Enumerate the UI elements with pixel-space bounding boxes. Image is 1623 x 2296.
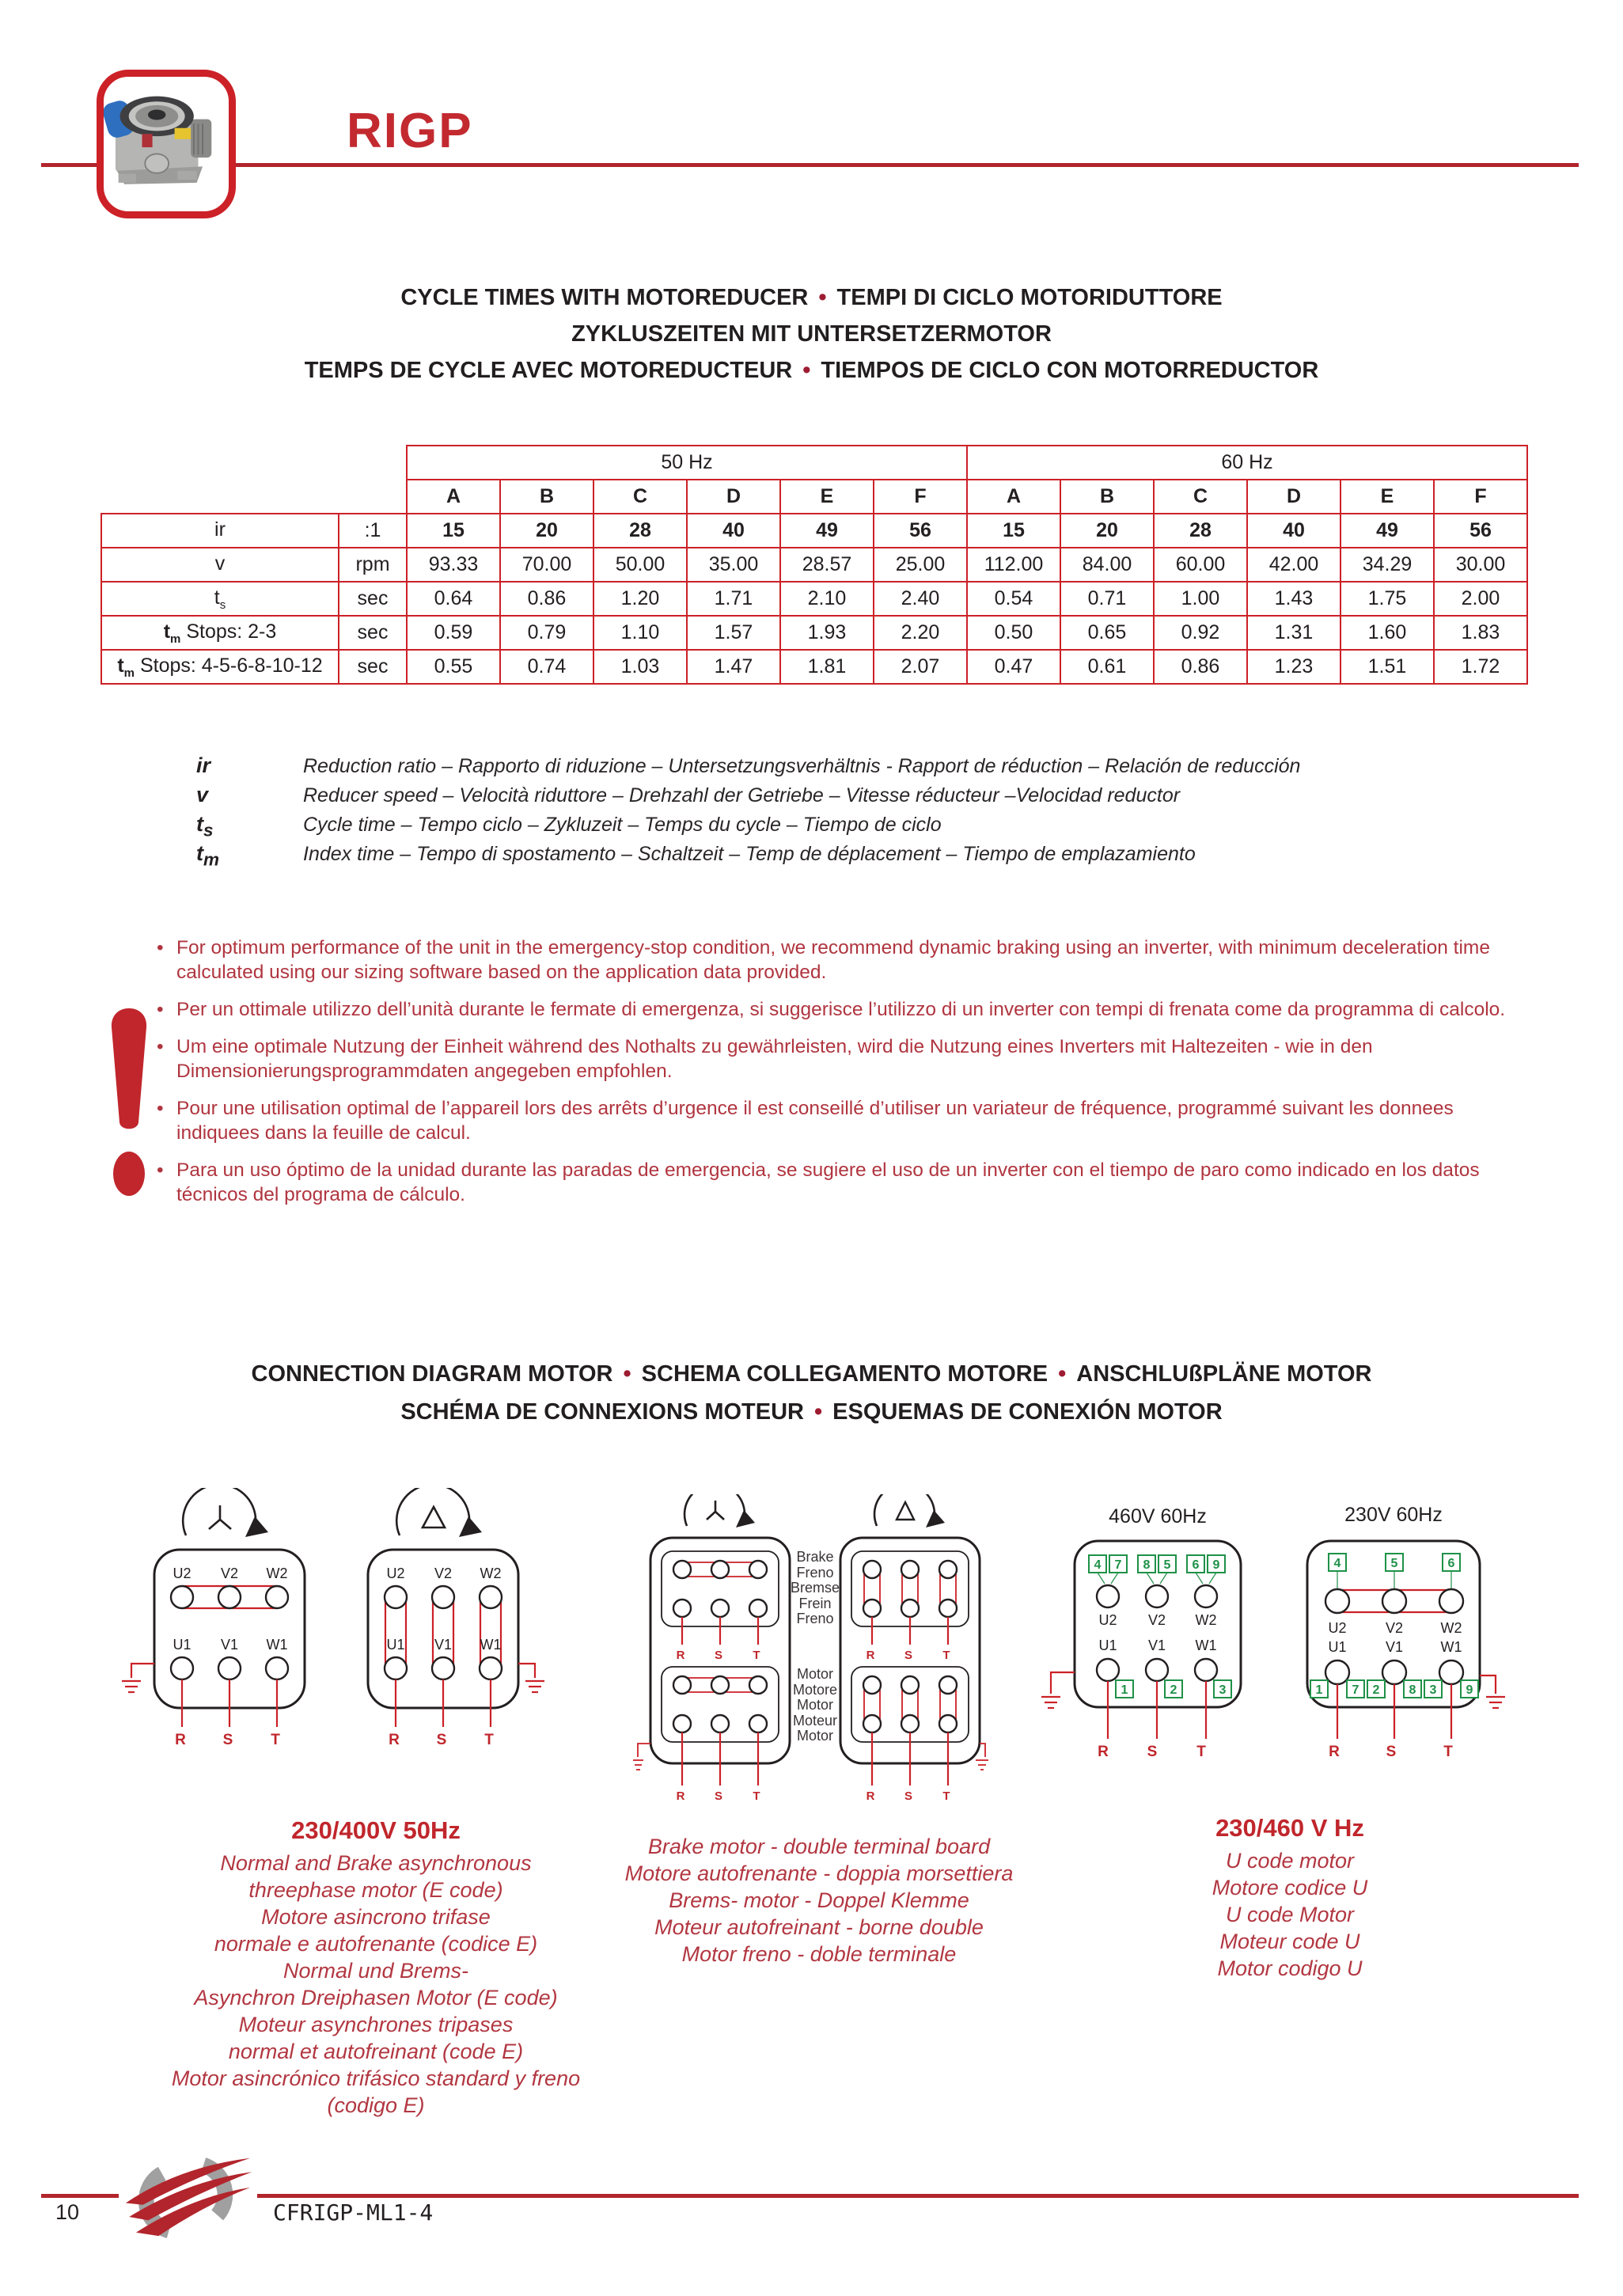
diagram-star-single-board <box>119 1488 317 1753</box>
svg-text:4: 4 <box>1094 1558 1102 1572</box>
svg-text:4: 4 <box>1333 1557 1341 1570</box>
phase-label: T <box>484 1732 494 1748</box>
terminal-label: U2 <box>1328 1620 1347 1636</box>
phase-label: T <box>753 1649 760 1662</box>
terminal <box>385 1657 407 1679</box>
terminal-numbers-bottom <box>1116 1680 1231 1698</box>
rotation-arrowhead <box>926 1510 945 1528</box>
rotation-arrowhead <box>245 1516 268 1537</box>
terminal <box>480 1657 502 1679</box>
bullet-separator: • <box>1058 1361 1067 1387</box>
ground-symbol <box>122 1664 154 1692</box>
diagram-delta-double-board <box>823 1494 989 1811</box>
table-row: ir :1 15 20 28 40 49 56 15 20 28 40 49 56 <box>101 514 1527 548</box>
caption-brake-motor: Brake motor - double terminal board Motore autofrenante - doppia morsettiera Brems- motor - Doppel Klemme Moteur autofreinant - borne double Motor freno - doble terminale <box>624 1835 1014 1966</box>
phase-label: S <box>222 1732 233 1748</box>
terminal-label: V2 <box>220 1565 239 1581</box>
col-header: A <box>967 480 1060 514</box>
col-header: C <box>593 480 687 514</box>
terminal-label: W1 <box>1440 1639 1462 1655</box>
phase-label: R <box>1329 1744 1340 1760</box>
col-header: B <box>500 480 593 514</box>
bullet-separator: • <box>818 285 827 310</box>
svg-text:2: 2 <box>1372 1683 1380 1697</box>
table-row: v rpm 93.33 70.00 50.00 35.00 28.57 25.00 112.00 84.00 60.00 42.00 34.29 30.00 <box>101 548 1527 582</box>
product-photo-frame <box>97 70 236 218</box>
col-header: D <box>1247 480 1340 514</box>
company-logo <box>119 2151 257 2245</box>
legend-item: v Reducer speed – Velocità riduttore – Drehzahl der Getriebe – Vitesse réducteur –Velocidad reductor <box>196 783 1181 806</box>
document-code: CFRIGP-ML1-4 <box>273 2199 434 2226</box>
column-letters-row <box>101 480 1527 514</box>
phase-label: T <box>1196 1744 1206 1760</box>
header-rule <box>41 163 1579 167</box>
col-header: C <box>1154 480 1247 514</box>
svg-text:6: 6 <box>1447 1557 1455 1570</box>
terminal-label: U2 <box>173 1565 191 1581</box>
delta-symbol <box>897 1502 914 1520</box>
terminal-label: W2 <box>266 1565 288 1581</box>
svg-text:7: 7 <box>1114 1558 1122 1572</box>
col-header: E <box>780 480 874 514</box>
bullet-separator: • <box>623 1361 631 1387</box>
legend-item: $t_s$ Cycle time – Tempo ciclo – Zykluzeit – Temps du cycle – Tiempo de ciclo <box>196 812 942 841</box>
table-row: $t_m$ Stops: 2-3 sec 0.59 0.79 1.10 1.57 1.93 2.20 0.50 0.65 0.92 1.31 1.60 1.83 <box>101 616 1527 650</box>
ground-symbol <box>518 1664 544 1692</box>
terminal-label: W2 <box>1440 1620 1462 1636</box>
heading-line-1: CYCLE TIMES WITH MOTOREDUCER • TEMPI DI CICLO MOTORIDUTTORE <box>400 285 1223 310</box>
phase-label: R <box>676 1649 685 1662</box>
phase-label: T <box>271 1732 280 1748</box>
delta-symbol <box>423 1507 445 1528</box>
heading-line-2: SCHÉMA DE CONNEXIONS MOTEUR • ESQUEMAS DE CONEXIÓN MOTOR <box>400 1399 1223 1425</box>
exclamation-icon <box>101 996 157 1209</box>
phase-label: S <box>1386 1744 1397 1760</box>
terminal-label: U1 <box>173 1637 191 1653</box>
terminal <box>266 1657 288 1679</box>
phase-label: S <box>1147 1744 1158 1760</box>
warning-notes <box>155 935 1536 1220</box>
phase-label: S <box>904 1649 913 1662</box>
heading-line-2: ZYKLUSZEITEN MIT UNTERSETZERMOTOR <box>571 321 1052 347</box>
col-header: F <box>874 480 967 514</box>
svg-text:2: 2 <box>1170 1683 1177 1697</box>
terminal <box>432 1586 454 1608</box>
terminal-label: W1 <box>480 1637 502 1653</box>
svg-text:7: 7 <box>1352 1683 1359 1697</box>
svg-text:3: 3 <box>1219 1683 1227 1697</box>
ground-symbol <box>633 1744 650 1770</box>
note-de: • Um eine optimale Nutzung der Einheit während des Nothalts zu gewährleisten, wird die Nutzung eines Inverters mit Haltezeiten - wie in den Dimensionierungsprogrammdaten angegeben empfohlen. <box>155 1034 1536 1083</box>
svg-text:1: 1 <box>1315 1683 1323 1697</box>
page-title: RIGP <box>347 104 473 158</box>
terminal-label: U1 <box>1098 1638 1117 1653</box>
terminal <box>171 1657 193 1679</box>
brake-labels: Brake Freno Bremse Frein Freno <box>790 1549 840 1626</box>
col-header: B <box>1060 480 1154 514</box>
table-row: $t_m$ Stops: 4-5-6-8-10-12 sec 0.55 0.74 1.03 1.47 1.81 2.07 0.47 0.61 0.86 1.23 1.51 1.72 <box>101 650 1527 684</box>
terminal-label: V2 <box>434 1565 453 1581</box>
terminal-label: U1 <box>1328 1639 1347 1655</box>
terminal <box>480 1586 502 1608</box>
symbol-legend <box>196 753 1300 871</box>
terminal <box>266 1586 288 1608</box>
phase-label: R <box>389 1732 400 1748</box>
terminal-label: U1 <box>386 1637 405 1653</box>
heading-line-1: CONNECTION DIAGRAM MOTOR • SCHEMA COLLEGAMENTO MOTORE • ANSCHLUßPLÄNE MOTOR <box>251 1361 1372 1387</box>
phase-label: T <box>942 1649 950 1662</box>
terminal-label: W2 <box>1195 1612 1217 1628</box>
col-header: A <box>407 480 500 514</box>
terminal-label: W1 <box>266 1637 288 1653</box>
terminal-label: V2 <box>1147 1612 1166 1628</box>
diagram-delta-single-board <box>332 1488 546 1753</box>
phase-label: S <box>904 1789 913 1803</box>
freq-50hz-header: 50 Hz <box>407 446 967 480</box>
terminal-label: V2 <box>1385 1620 1404 1636</box>
phase-label: S <box>714 1649 723 1662</box>
ground-symbol <box>1480 1676 1505 1708</box>
phase-label: R <box>676 1789 685 1803</box>
svg-text:5: 5 <box>1390 1557 1398 1570</box>
terminal <box>218 1657 241 1679</box>
phase-label: S <box>436 1732 447 1748</box>
terminal-label: V1 <box>220 1637 239 1653</box>
motor-labels: Motor Motore Motor Moteur Motor <box>792 1666 838 1744</box>
caption-230-460v: 230/460 V Hz U code motor Motore codice U U code Motor Moteur code U Motor codigo U <box>1212 1814 1368 1980</box>
legend-item: $t_m$ Index time – Tempo di spostamento – Schaltzeit – Temp de déplacement – Tiempo de emplazamiento <box>196 841 1196 870</box>
rotation-arrow <box>874 1494 935 1526</box>
diagram-star-double-board <box>633 1494 799 1811</box>
phase-label: R <box>866 1649 875 1662</box>
star-symbol <box>707 1501 724 1520</box>
terminal-label: W1 <box>1195 1638 1217 1653</box>
phase-label: R <box>866 1789 875 1803</box>
phase-label: S <box>714 1789 723 1803</box>
footer-rule <box>41 2194 1579 2198</box>
terminal <box>385 1586 407 1608</box>
note-en: • For optimum performance of the unit in the emergency-stop condition, we recommend dynamic braking using an inverter, with minimum deceleration time calculated using our sizing software based on the application data provided. <box>155 935 1536 985</box>
ground-symbol <box>1041 1672 1075 1708</box>
cycle-times-table <box>100 445 1528 685</box>
heading-line-3: TEMPS DE CYCLE AVEC MOTOREDUCTEUR • TIEMPOS DE CICLO CON MOTORREDUCTOR <box>304 358 1319 383</box>
note-it: • Per un ottimale utilizzo dell’unità durante le fermate di emergenza, si suggerisce l’utilizzo di un inverter con tempi di frenata come da programma di calcolo. <box>155 997 1536 1022</box>
col-header: E <box>1340 480 1434 514</box>
connection-diagram-heading <box>0 1355 1623 1431</box>
phase-label: T <box>1443 1744 1453 1760</box>
bullet-separator: • <box>814 1399 823 1425</box>
svg-text:6: 6 <box>1192 1558 1200 1572</box>
terminal-label: W2 <box>480 1565 502 1581</box>
legend-item: ir Reduction ratio – Rapporto di riduzione – Untersetzungsverhältnis - Rapport de réduction – Relación de reducción <box>196 753 1301 777</box>
svg-text:9: 9 <box>1212 1558 1220 1572</box>
svg-text:3: 3 <box>1429 1683 1437 1697</box>
bullet-separator: • <box>802 358 811 383</box>
rotation-arrowhead <box>736 1510 755 1528</box>
terminal-label: V1 <box>434 1637 453 1653</box>
terminal-label: U2 <box>1098 1612 1117 1628</box>
col-header: F <box>1434 480 1527 514</box>
product-photo <box>104 77 214 197</box>
phase-label: T <box>753 1789 760 1803</box>
note-es: • Para un uso óptimo de la unidad durante las paradas de emergencia, se sugiere el uso de un inverter con el tiempo de paro como indicado en los datos técnicos del programa de cálculo. <box>155 1158 1536 1207</box>
terminal <box>171 1586 193 1608</box>
svg-text:8: 8 <box>1143 1558 1151 1572</box>
terminal-label: U2 <box>386 1565 405 1581</box>
freq-60hz-header: 60 Hz <box>967 446 1527 480</box>
caption-230-400v: 230/400V 50Hz Normal and Brake asynchronous threephase motor (E code) Motore asincrono trifase normale e autofrenante (codice E) Normal und Brems- Asynchron Dreiphasen Motor (E code) Moteur asynchrones tripases normal et autofreinant (code E) Motor asincrónico trifásico standard y freno (codigo E) <box>171 1816 581 2117</box>
terminal <box>218 1586 241 1608</box>
phase-label: R <box>175 1732 186 1748</box>
diagram-230v-60hz <box>1290 1531 1511 1769</box>
cycle-times-heading <box>0 279 1623 389</box>
svg-text:8: 8 <box>1409 1683 1416 1697</box>
rotation-arrowhead <box>459 1516 482 1537</box>
phase-label: T <box>942 1789 950 1803</box>
terminal-label: V1 <box>1147 1638 1166 1653</box>
col-header: D <box>687 480 780 514</box>
phase-label: R <box>1098 1744 1109 1760</box>
svg-text:1: 1 <box>1121 1683 1128 1697</box>
star-symbol <box>209 1505 231 1529</box>
svg-text:9: 9 <box>1466 1683 1473 1697</box>
diagram-460v-title: 460V 60Hz <box>1109 1505 1207 1528</box>
page-number: 10 <box>55 2200 80 2224</box>
diagram-230v-title: 230V 60Hz <box>1344 1504 1443 1526</box>
terminal-label: V1 <box>1385 1639 1404 1655</box>
terminal <box>432 1657 454 1679</box>
svg-text:5: 5 <box>1163 1558 1171 1572</box>
diagram-460v-60hz <box>1037 1531 1258 1769</box>
note-fr: • Pour une utilisation optimal de l’appareil lors des arrêts d’urgence il est conseillé d’utiliser un variateur de fréquence, programmé suivant les donnees indiquees dans la feuille de calcul. <box>155 1096 1536 1145</box>
table-row: $t_s$ sec 0.64 0.86 1.20 1.71 2.10 2.40 0.54 0.71 1.00 1.43 1.75 2.00 <box>101 582 1527 616</box>
